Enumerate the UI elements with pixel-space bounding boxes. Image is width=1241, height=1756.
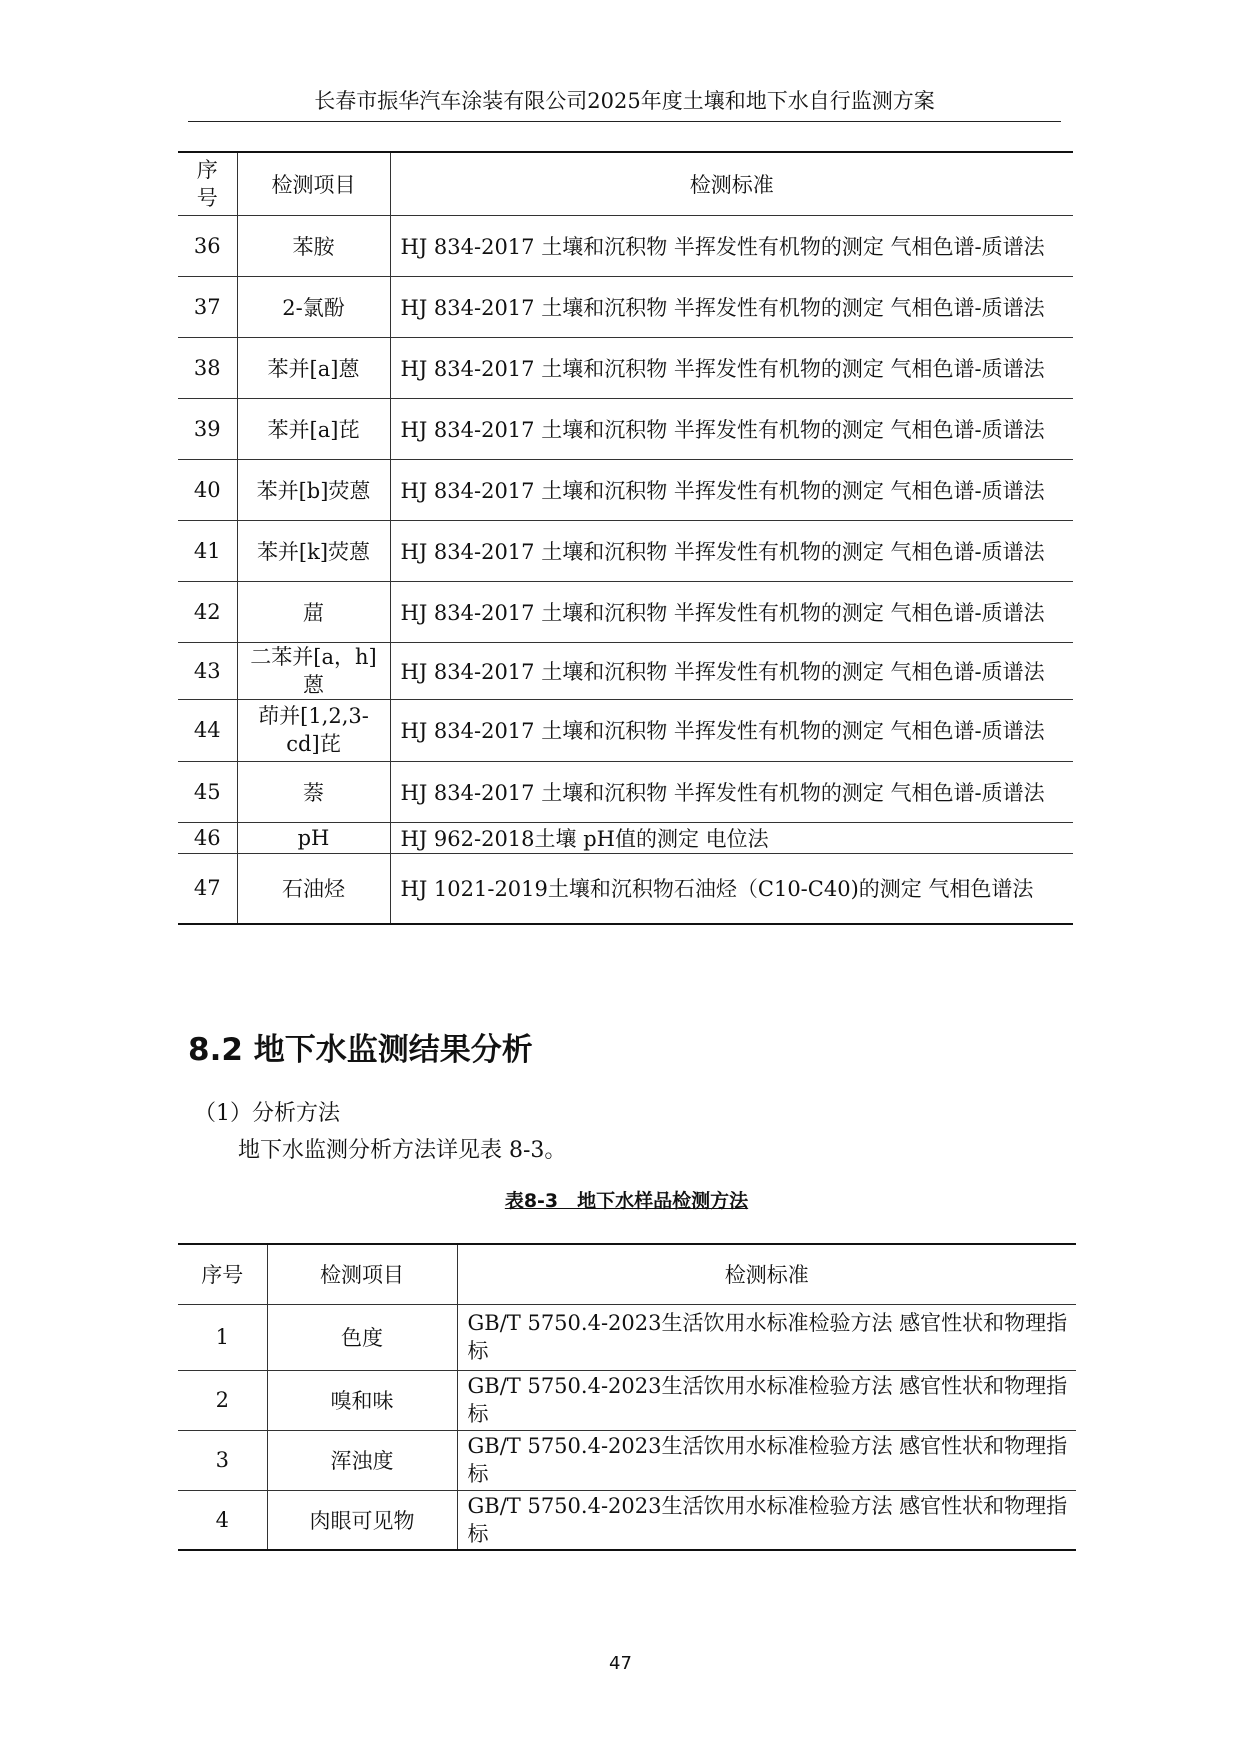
row-item: 色度 — [267, 1304, 457, 1370]
row-standard: HJ 834-2017 土壤和沉积物 半挥发性有机物的测定 气相色谱-质谱法 — [390, 761, 1073, 822]
row-no: 39 — [178, 398, 237, 459]
row-standard: GB/T 5750.4-2023生活饮用水标准检验方法 感官性状和物理指标 — [457, 1490, 1076, 1550]
row-item: 萘 — [237, 761, 390, 822]
table-row — [178, 520, 1073, 581]
table-caption: 表8-3 地下水样品检测方法 — [504, 1190, 749, 1212]
table-row — [178, 1430, 1076, 1490]
row-item: 肉眼可见物 — [267, 1490, 457, 1550]
row-item: 二苯并[a，h] 蒽 — [237, 642, 390, 699]
row-item: 苯胺 — [237, 215, 390, 276]
row-standard: HJ 834-2017 土壤和沉积物 半挥发性有机物的测定 气相色谱-质谱法 — [390, 459, 1073, 520]
row-no: 3 — [178, 1430, 267, 1490]
row-standard: HJ 834-2017 土壤和沉积物 半挥发性有机物的测定 气相色谱-质谱法 — [390, 398, 1073, 459]
row-standard: HJ 1021-2019土壤和沉积物石油烃（C10-C40)的测定 气相色谱法 — [390, 853, 1073, 924]
row-standard: GB/T 5750.4-2023生活饮用水标准检验方法 感官性状和物理指标 — [457, 1370, 1076, 1430]
table-row — [178, 337, 1073, 398]
table-row — [178, 215, 1073, 276]
row-item: 2-氯酚 — [237, 276, 390, 337]
column-header-no: 序 号 — [178, 152, 237, 215]
row-item: 浑浊度 — [267, 1430, 457, 1490]
row-item: 苯并[a]芘 — [237, 398, 390, 459]
row-standard: HJ 834-2017 土壤和沉积物 半挥发性有机物的测定 气相色谱-质谱法 — [390, 642, 1073, 699]
row-no: 37 — [178, 276, 237, 337]
table-row — [178, 1304, 1076, 1370]
row-no: 43 — [178, 642, 237, 699]
column-header-standard: 检测标准 — [457, 1244, 1076, 1304]
column-header-standard: 检测标准 — [390, 152, 1073, 215]
row-standard: GB/T 5750.4-2023生活饮用水标准检验方法 感官性状和物理指标 — [457, 1430, 1076, 1490]
row-item: 苯并[k]荧蒽 — [237, 520, 390, 581]
paragraph: 地下水监测分析方法详见表 8-3。 — [238, 1138, 567, 1163]
table-row — [178, 761, 1073, 822]
row-no: 42 — [178, 581, 237, 642]
row-no: 45 — [178, 761, 237, 822]
subheading: （1）分析方法 — [194, 1101, 340, 1126]
table-row — [178, 853, 1073, 924]
column-header-no: 序号 — [178, 1244, 267, 1304]
row-standard: HJ 834-2017 土壤和沉积物 半挥发性有机物的测定 气相色谱-质谱法 — [390, 581, 1073, 642]
soil-test-methods-table — [178, 151, 1073, 925]
page-header: 长春市振华汽车涂装有限公司2025年度土壤和地下水自行监测方案 — [314, 89, 935, 113]
row-standard: GB/T 5750.4-2023生活饮用水标准检验方法 感官性状和物理指标 — [457, 1304, 1076, 1370]
row-item: 苯并[b]荧蒽 — [237, 459, 390, 520]
section-title: 8.2 地下水监测结果分析 — [188, 1032, 533, 1068]
row-no: 40 — [178, 459, 237, 520]
row-no: 46 — [178, 822, 237, 853]
row-item: 苯并[a]蒽 — [237, 337, 390, 398]
table-row — [178, 1370, 1076, 1430]
table-row — [178, 459, 1073, 520]
groundwater-test-methods-table — [178, 1243, 1076, 1551]
row-no: 36 — [178, 215, 237, 276]
row-no: 47 — [178, 853, 237, 924]
row-item: 䓛 — [237, 581, 390, 642]
row-item: 石油烃 — [237, 853, 390, 924]
row-standard: HJ 834-2017 土壤和沉积物 半挥发性有机物的测定 气相色谱-质谱法 — [390, 337, 1073, 398]
row-no: 38 — [178, 337, 237, 398]
row-standard: HJ 834-2017 土壤和沉积物 半挥发性有机物的测定 气相色谱-质谱法 — [390, 699, 1073, 761]
row-item: pH — [237, 822, 390, 853]
table-row — [178, 581, 1073, 642]
row-no: 1 — [178, 1304, 267, 1370]
table-row — [178, 642, 1073, 699]
table-row — [178, 699, 1073, 761]
row-standard: HJ 834-2017 土壤和沉积物 半挥发性有机物的测定 气相色谱-质谱法 — [390, 276, 1073, 337]
table-row — [178, 398, 1073, 459]
row-standard: HJ 962-2018土壤 pH值的测定 电位法 — [390, 822, 1073, 853]
row-item: 茚并[1,2,3- cd]芘 — [237, 699, 390, 761]
row-standard: HJ 834-2017 土壤和沉积物 半挥发性有机物的测定 气相色谱-质谱法 — [390, 520, 1073, 581]
header-rule — [188, 121, 1061, 122]
row-no: 44 — [178, 699, 237, 761]
row-standard: HJ 834-2017 土壤和沉积物 半挥发性有机物的测定 气相色谱-质谱法 — [390, 215, 1073, 276]
table-row — [178, 276, 1073, 337]
row-no: 2 — [178, 1370, 267, 1430]
row-no: 41 — [178, 520, 237, 581]
page-number: 47 — [609, 1653, 632, 1674]
table-row — [178, 1490, 1076, 1550]
table-row — [178, 822, 1073, 853]
row-item: 嗅和味 — [267, 1370, 457, 1430]
row-no: 4 — [178, 1490, 267, 1550]
column-header-item: 检测项目 — [237, 152, 390, 215]
column-header-item: 检测项目 — [267, 1244, 457, 1304]
